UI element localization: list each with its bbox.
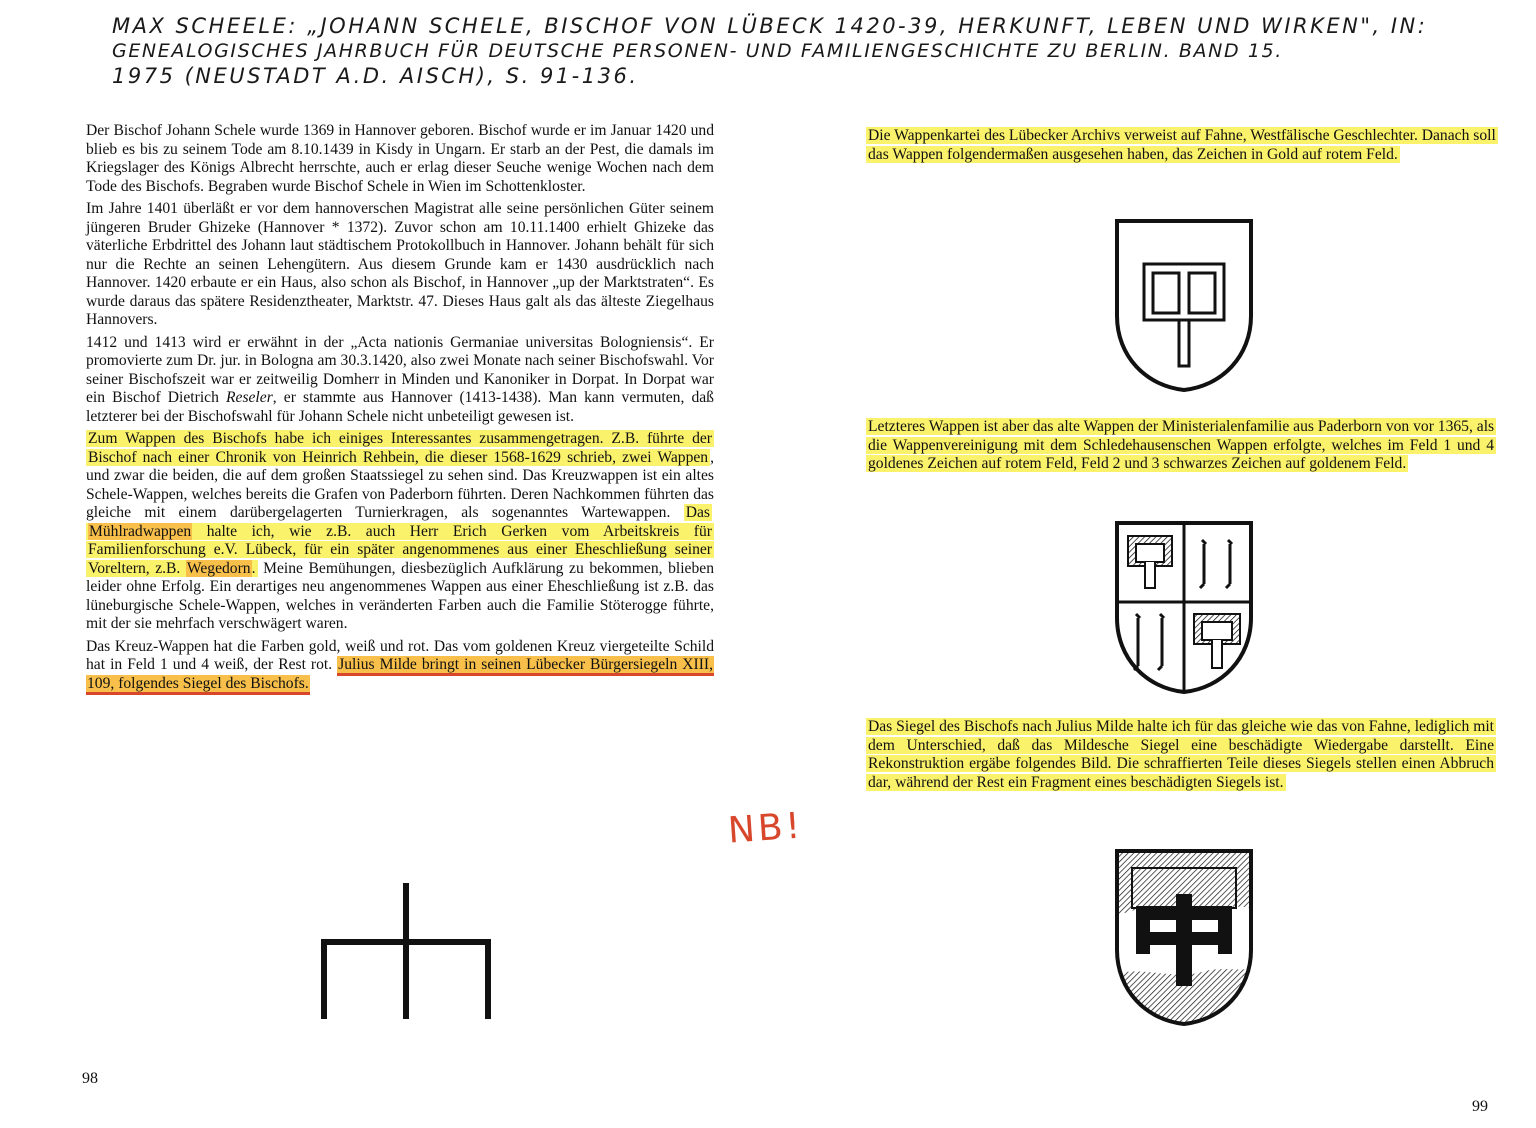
- left-page-text: [86, 122, 714, 697]
- paragraph-education: 1412 und 1413 wird er erwähnt in der „Acta nationis Germaniae universitas Bologniensis“. Er promovierte zum Dr. jur. in Bologna am 30.3.1420, also zwei Monate nach seiner Bischofswahl. Vor seiner Bischofszeit war er zeitweilig Domherr in Minden und Kanoniker in Dorpat. In Dorpat war ein Bischof Dietrich Reseler, er stammte aus Hannover (1413-1438). Man kann vermuten, daß letzterer bei der Bischofswahl für Johann Schele nicht unbeteiligt gewesen ist.: [86, 333, 714, 425]
- handwritten-citation: [112, 14, 1428, 89]
- handwritten-line-2: GENEALOGISCHES JAHRBUCH FÜR DEUTSCHE PERSONEN- UND FAMILIENGESCHICHTE ZU BERLIN. BAND 15.: [112, 40, 1283, 62]
- seal-mark-figure: [316, 880, 496, 1020]
- right-paragraph-wappenkartei: Die Wappenkartei des Lübecker Archivs verweist auf Fahne, Westfälische Geschlechter. Danach soll das Wappen folgendermaßen ausgesehen haben, das Zeichen in Gold auf rotem Feld.: [868, 127, 1496, 163]
- shield-fahne-icon: [1112, 216, 1256, 394]
- nb-handwritten-note: NB!: [726, 805, 805, 852]
- highlight-milde: Julius Milde bringt in seinen Lübecker Bürgersiegeln XIII, 109, folgendes Siegel des Bischofs.: [86, 656, 714, 695]
- right-paragraph-milde-seal: Das Siegel des Bischofs nach Julius Milde halte ich für das gleiche wie das von Fahne, lediglich mit dem Unterschied, daß das Mildesche Siegel eine beschädigte Wiedergabe darstellt. Eine Rekonstruktion ergäbe folgendes Bild. Die schraffierten Teile dieses Siegels stellen einen Abbruch dar, während der Rest ein Fragment eines beschädigten Siegels ist.: [868, 718, 1494, 791]
- paragraph-coat-of-arms: Zum Wappen des Bischofs habe ich einiges Interessantes zusammengetragen. Z.B. führte der Bischof nach einer Chronik von Heinrich Rehbein, die dieser 1568-1629 schrieb, zwei Wappen , und zwar die beiden, die auf dem großen Staatssiegel zu sehen sind. Das Kreuzwappen ist ein altes Schele-Wappen, welches bereits die Grafen von Paderborn führten. Deren Nachkommen führten das gleiche mit einem darübergelagerten Turnierkragen, als sogenanntes Wartewappen. Das Mühlradwappen halte ich, wie z.B. auch Herr Erich Gerken vom Arbeitskreis für Familienforschung e.V. Lübeck, für ein später angenommenes aus einer Eheschließung seiner Voreltern, z.B. Wegedorn. Meine Bemühungen, diesbezüglich Aufklärung zu bekommen, blieben leider ohne Erfolg. Ein derartiges neu angenommenes Wappen aus einer Eheschließung ist z.B. das lüneburgische Schele-Wappen, welches in veränderten Farben auch die Familie Stöterogge führte, mit der sie mehrfach verschwägert waren.: [86, 430, 714, 632]
- handwritten-line-3: 1975 (NEUSTADT A.D. AISCH), S. 91-136.: [112, 64, 639, 88]
- highlight-rehbein: Zum Wappen des Bischofs habe ich einiges Interessantes zusammengetragen. Z.B. führte der Bischof nach einer Chronik von Heinrich Rehbein, die dieser 1568-1629 schrieb, zwei Wappen: [88, 430, 712, 466]
- page-number-left: 98: [82, 1070, 98, 1087]
- right-paragraph-ministerialen: Letzteres Wappen ist aber das alte Wappen der Ministerialenfamilie aus Paderborn von vor 1365, als die Wappenvereinigung mit dem Schledehausenschen Wappen erfolgte, welches im Feld 1 und 4 goldenes Zeichen auf rotem Feld, Feld 2 und 3 schwarzes Zeichen auf goldenem Feld.: [868, 418, 1495, 472]
- page-number-right: 99: [1472, 1098, 1488, 1115]
- italic-name: Reseler: [226, 389, 273, 406]
- paragraph-birth: Der Bischof Johann Schele wurde 1369 in Hannover geboren. Bischof wurde er im Januar 1420 und blieb es bis zu seinem Tode am 8.10.1439 in Kisdy in Ungarn. Er starb an der Pest, die damals im Kriegslager des Königs Albrecht herrschte, auch er erlag dieser Seuche wenige Wochen nach dem Tode des Bischofs. Begraben wurde Bischof Schele in Wien im Schottenkloster.: [86, 122, 714, 195]
- handwritten-line-1: MAX SCHEELE: „JOHANN SCHELE, BISCHOF VON LÜBECK 1420-39, HERKUNFT, LEBEN UND WIRKEN", IN:: [112, 14, 1428, 38]
- highlight-muehlradwappen: Mühlradwappen: [89, 522, 192, 540]
- shield-quartered-icon: [1112, 518, 1256, 696]
- paragraph-colors: Das Kreuz-Wappen hat die Farben gold, weiß und rot. Das vom goldenen Kreuz viergeteilte Schild hat in Feld 1 und 4 weiß, der Rest rot. Julius Milde bringt in seinen Lübecker Bürgersiegeln XIII, 109, folgendes Siegel des Bischofs.: [86, 638, 714, 694]
- shield-reconstruction-icon: [1112, 846, 1256, 1028]
- paragraph-property: Im Jahre 1401 überläßt er vor dem hannoverschen Magistrat alle seine persönlichen Güter seinem jüngeren Bruder Ghizeke (Hannover * 1372). Zuvor schon am 10.11.1400 erhielt Ghizeke das väterliche Erbdrittel des Johann laut städtischem Protokollbuch in Hannover. Johann behält für sich nur die Rechte an seinen Lehengütern. Aus diesem Grunde kam er 1430 ausdrücklich nach Hannover. 1420 erbaute er ein Haus, also schon als Bischof, in Hannover „up der Marktstraten“. Es wurde daraus das spätere Residenztheater, Marktstr. 47. Dieses Haus galt als das älteste Ziegelhaus Hannovers.: [86, 200, 714, 328]
- highlight-wegedorn: Wegedorn: [186, 559, 251, 577]
